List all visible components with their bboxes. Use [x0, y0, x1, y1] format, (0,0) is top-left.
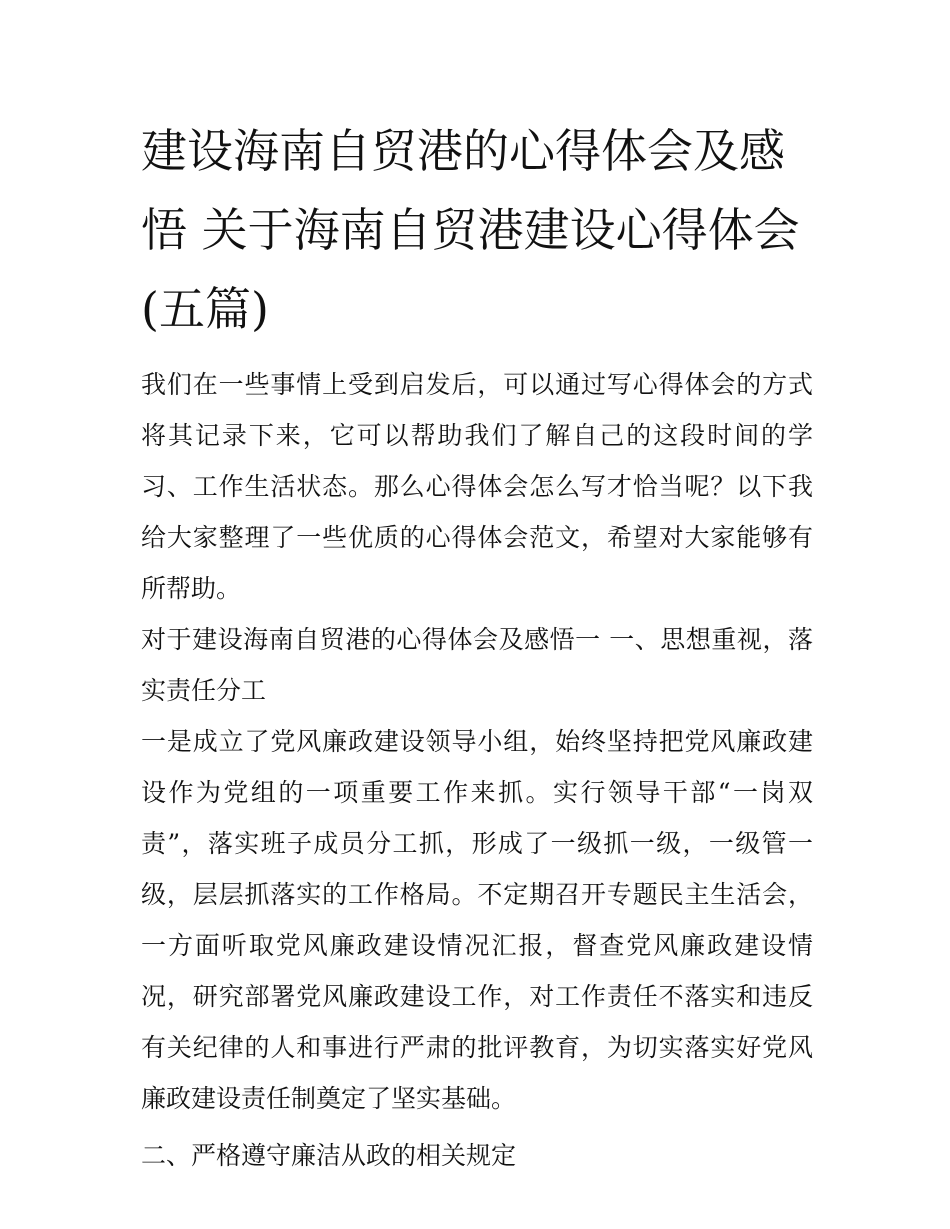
section-1-body: 一是成立了党风廉政建设领导小组，始终坚持把党风廉政建设作为党组的一项重要工作来抓。实行领导干部“一岗双责”，落实班子成员分工抓，形成了一级抓一级，一级管一级，层层抓落实的工作格局。不定期召开专题民主生活会，一方面听取党风廉政建设情况汇报，督查党风廉政建设情况，研究部署党风廉政建设工作，对工作责任不落实和违反有关纪律的人和事进行严肃的批评教育，为切实落实好党风廉政建设责任制奠定了坚实基础。 — [141, 727, 813, 1113]
intro-paragraph: 我们在一些事情上受到启发后，可以通过写心得体会的方式将其记录下来，它可以帮助我们了解自己的这段时间的学习、工作生活状态。那么心得体会怎么写才恰当呢？以下我给大家整理了一些优质的心得体会范文，希望对大家能够有所帮助。 — [141, 370, 813, 603]
section-2-heading: 二、严格遵守廉洁从政的相关规定 — [141, 1141, 517, 1170]
section-1-heading: 对于建设海南自贸港的心得体会及感悟一 一、思想重视，落实责任分工 — [141, 625, 813, 705]
document-page — [141, 112, 813, 1181]
document-title: 建设海南自贸港的心得体会及感悟 关于海南自贸港建设心得体会(五篇) — [141, 124, 800, 336]
